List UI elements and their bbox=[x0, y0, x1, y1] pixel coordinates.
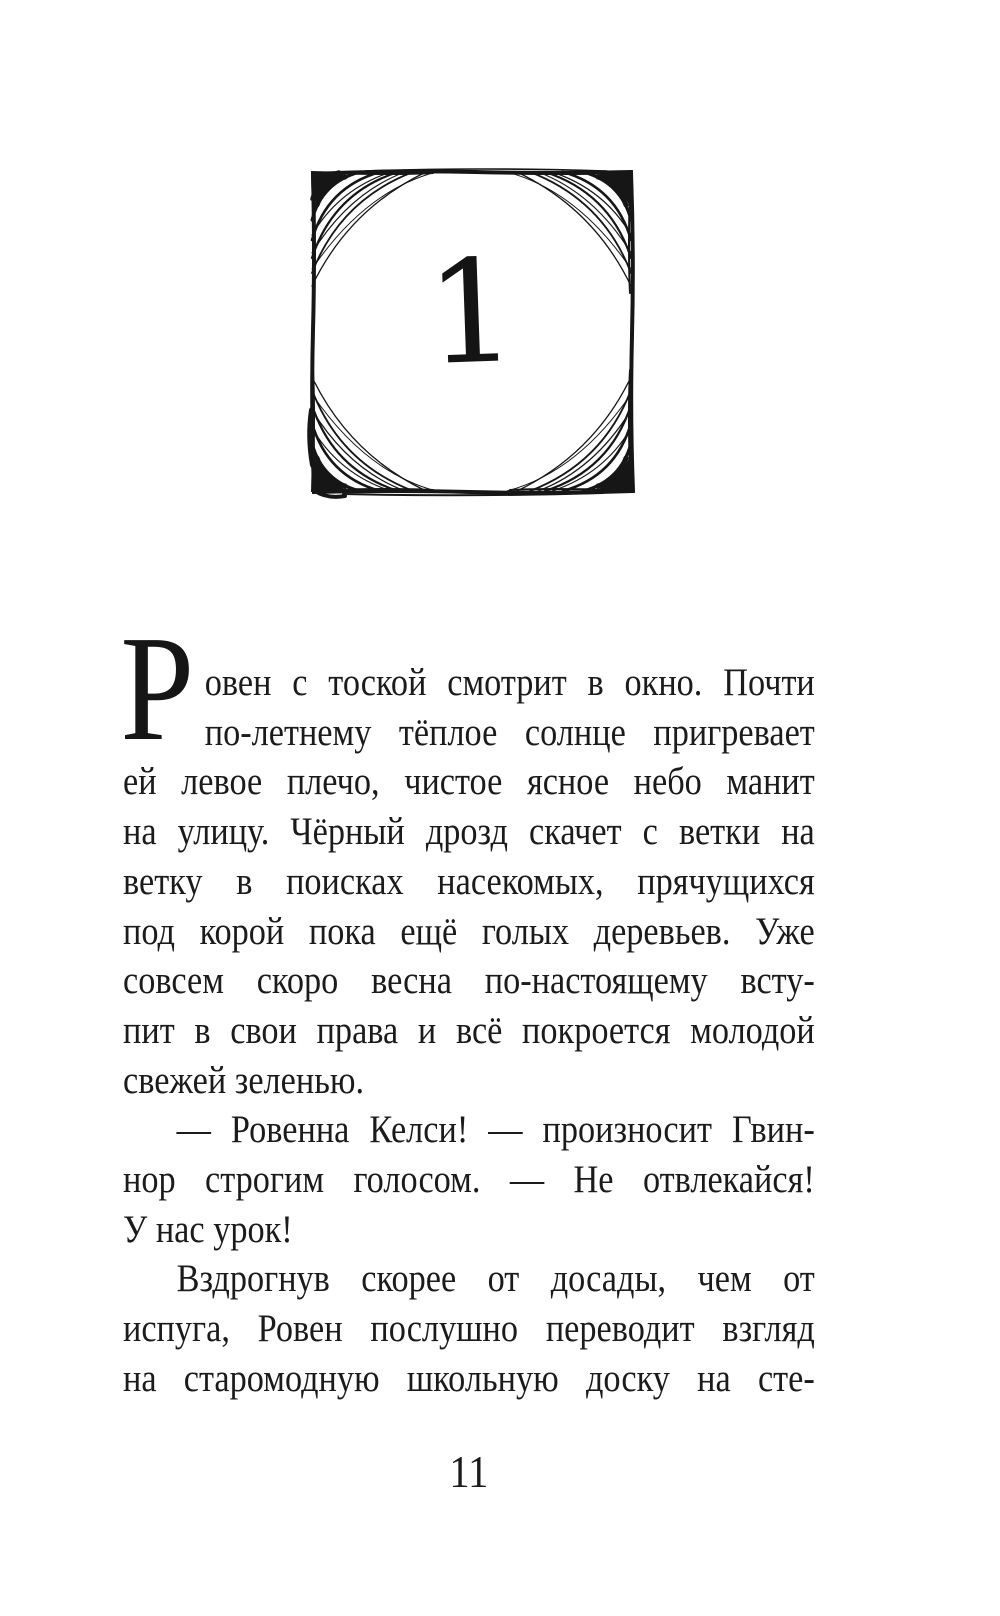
text-line: совсем скоро весна по-настоящему всту- bbox=[123, 959, 815, 1003]
chapter-number: 1 bbox=[423, 228, 520, 397]
text-line: У нас урок! bbox=[123, 1207, 293, 1251]
text-line: овен с тоской смотрит в окно. Почти bbox=[204, 661, 815, 704]
text-line: Вздрогнув скорее от досады, чем от bbox=[176, 1257, 815, 1301]
paragraph-3 bbox=[123, 1254, 815, 1403]
text-line: на улицу. Чёрный дрозд скачет с ветки на bbox=[123, 810, 815, 854]
page-number: 11 bbox=[449, 1445, 489, 1497]
text-line: под корой пока ещё голых деревьев. Уже bbox=[123, 909, 815, 953]
drop-cap: Р bbox=[120, 604, 195, 772]
paragraph-2 bbox=[123, 1105, 815, 1254]
text-line: ей левое плечо, чистое ясное небо манит bbox=[123, 760, 815, 804]
paragraph-1 bbox=[120, 604, 815, 1105]
text-line: по-летнему тёплое солнце пригревает bbox=[204, 710, 815, 754]
text-line: нор строгим голосом. — Не отвлекайся! bbox=[123, 1158, 815, 1202]
text-line: свежей зеленью. bbox=[123, 1058, 365, 1102]
text-line: — Ровенна Келси! — произносит Гвин- bbox=[176, 1108, 815, 1152]
page-text bbox=[120, 604, 815, 1497]
chapter-ornament bbox=[305, 165, 638, 498]
text-line: испуга, Ровен послушно переводит взгляд bbox=[123, 1307, 815, 1351]
text-line: пит в свои права и всё покроется молодой bbox=[123, 1008, 815, 1052]
text-line: на старомодную школьную доску на сте- bbox=[123, 1356, 815, 1400]
text-line: ветку в поисках насекомых, прячущихся bbox=[123, 859, 815, 903]
